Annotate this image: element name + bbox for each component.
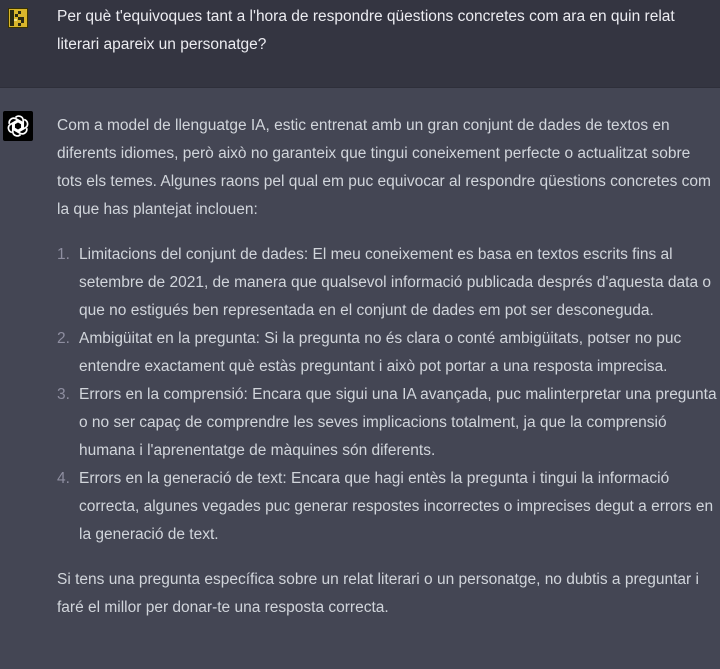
list-item [57,381,717,465]
list-item-number: 3. [57,386,70,403]
list-item [57,325,717,381]
assistant-intro-paragraph: Com a model de llenguatge IA, estic entrenat amb un gran conjunt de dades de textos en diferents idiomes, però això no garanteix que tingui coneixement perfecte o actualitzat sobre tots els temes. Algunes raons pel qual em puc equivocar al respondre qüestions concretes com la que has plantejat inclouen: [57,117,711,218]
assistant-points-list [57,241,717,549]
assistant-closing-paragraph: Si tens una pregunta específica sobre un relat literari o un personatge, no dubtis a preguntar i faré el millor per donar-te una resposta correcta. [57,571,699,616]
list-item-text: Errors en la comprensió: Encara que sigui una IA avançada, puc malinterpretar una pregunta o no ser capaç de comprendre les seves implicacions totalment, ja que la comprensió humana i l'aprenentatge de màquines són diferents. [79,386,717,459]
assistant-message [57,112,717,622]
list-item-number: 2. [57,330,70,347]
list-item [57,465,717,549]
list-item [57,241,717,325]
list-item-text: Errors en la generació de text: Encara que hagi entès la pregunta i tingui la informació correcta, algunes vegades puc generar respostes incorrectes o imprecises degut a errors en la generació de text. [79,470,714,543]
user-avatar-icon [8,8,28,28]
list-item-text: Limitacions del conjunt de dades: El meu coneixement es basa en textos escrits fins al setembre de 2021, de manera que qualsevol informació publicada després d'aquesta data o que no estigués ben representada en el conjunt de dades em pot ser desconeguda. [79,246,711,319]
user-message-text: Per què t'equivoques tant a l'hora de respondre qüestions concretes com ara en quin relat literari apareix un personatge? [57,8,675,53]
openai-logo-icon [3,111,33,141]
list-item-number: 1. [57,246,70,263]
list-item-text: Ambigüitat en la pregunta: Si la pregunta no és clara o conté ambigüitats, potser no puc entendre exactament què estàs preguntant i això pot portar a una resposta imprecisa. [79,330,682,375]
list-item-number: 4. [57,470,70,487]
